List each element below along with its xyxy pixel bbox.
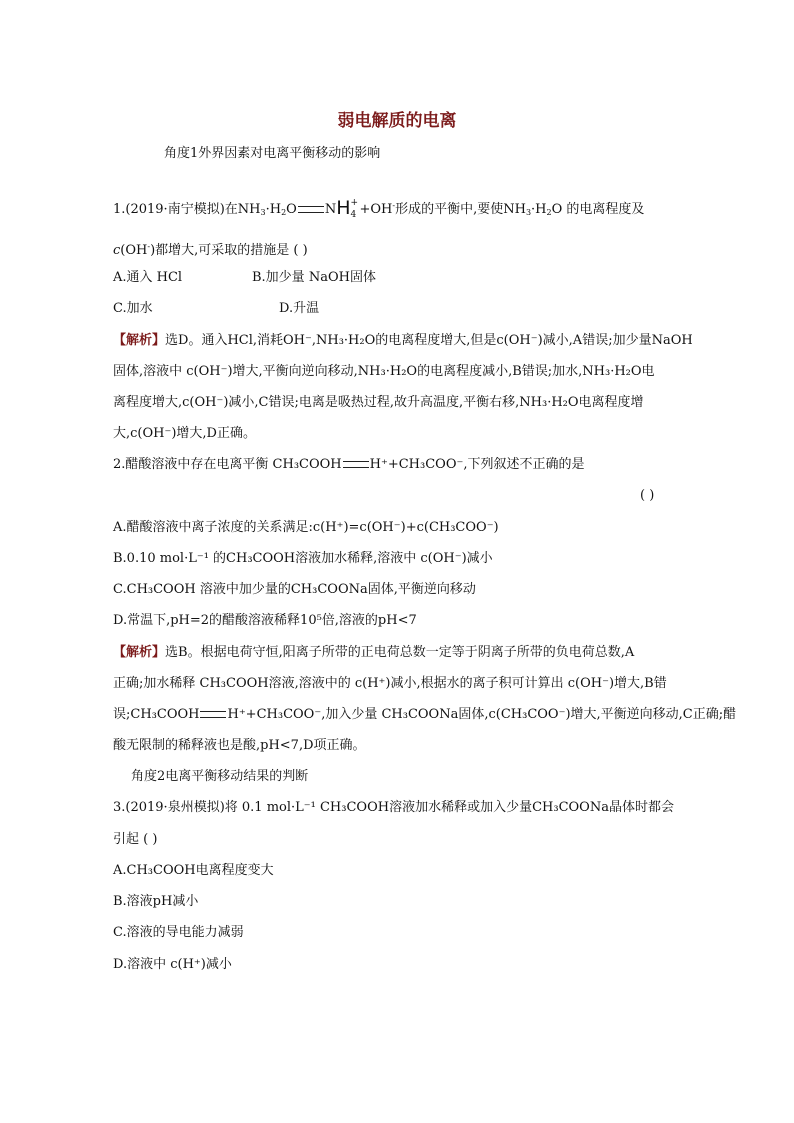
q2-answer-line1 bbox=[113, 643, 634, 663]
q1-option-a: A.通入 HCl bbox=[113, 270, 183, 285]
q1-line2-a: c bbox=[113, 243, 121, 258]
q2-option-b: B.0.10 mol·L⁻¹ 的CH₃COOH溶液加水稀释,溶液中 c(OH⁻)减小 bbox=[113, 551, 493, 566]
q2-answer-line2: 正确;加水稀释 CH₃COOH溶液,溶液中的 c(H⁺)减小,根据水的离子积可计算出 c(OH⁻)增大,B错 bbox=[113, 676, 667, 691]
q1-answer-line3: 离程度增大,c(OH⁻)减小,C错误;电离是吸热过程,故升高温度,平衡右移,NH₃·H₂O电离程度增 bbox=[113, 395, 644, 410]
ammonium-index: + 4 bbox=[350, 198, 359, 220]
sub-3: 3 bbox=[525, 208, 532, 217]
q2-option-d: D.常温下,pH=2的醋酸溶液稀释10⁵倍,溶液的pH<7 bbox=[113, 613, 417, 628]
q2-ans-l3a: 误;CH₃COOH bbox=[113, 707, 200, 722]
q1-stem bbox=[113, 196, 644, 223]
q2-stem-b: H⁺+CH₃COO⁻,下列叙述不正确的是 bbox=[369, 457, 585, 472]
answer-label: 【解析】 bbox=[113, 333, 166, 348]
equilibrium-arrow-icon bbox=[200, 711, 226, 718]
q1-ans-l1: 选D。通入HCl,消耗OH⁻,NH₃·H₂O的电离程度增大,但是c(OH⁻)减小,A错误;加少量NaOH bbox=[165, 333, 693, 348]
q3-stem-line2: 引起 ( ) bbox=[113, 832, 158, 847]
q2-ans-l3b: H⁺+CH₃COO⁻,加入少量 CH₃COONa固体,c(CH₃COO⁻)增大,平衡逆向移动,C正确;醋 bbox=[227, 707, 737, 722]
section-heading-2: 角度2电离平衡移动结果的判断 bbox=[131, 769, 309, 784]
q1-stem-b: ·H bbox=[265, 202, 282, 217]
q3-option-d: D.溶液中 c(H⁺)减小 bbox=[113, 957, 232, 972]
equilibrium-arrow-icon bbox=[343, 461, 369, 468]
q1-stem-d: N bbox=[324, 202, 337, 217]
q2-option-a: A.醋酸溶液中离子浓度的关系满足:c(H⁺)=c(OH⁻)+c(CH₃COO⁻) bbox=[113, 520, 499, 535]
q1-stem-f: 形成的平衡中,要使NH bbox=[395, 202, 526, 217]
q1-stem-g: ·H bbox=[531, 202, 547, 217]
q2-answer-line3 bbox=[113, 705, 736, 725]
q1-stem-e: +OH bbox=[359, 202, 393, 217]
q1-option-b: B.加少量 NaOH固体 bbox=[252, 270, 376, 285]
h-symbol: H bbox=[336, 197, 351, 219]
page-title: 弱电解质的电离 bbox=[337, 111, 457, 131]
sub-2: 2 bbox=[546, 208, 552, 217]
q2-stem bbox=[113, 455, 584, 475]
q1-stem-c: O bbox=[286, 202, 297, 217]
q3-option-c: C.溶液的导电能力减弱 bbox=[113, 925, 244, 940]
q2-answer-paren: ( ) bbox=[640, 488, 655, 503]
q1-line2-c: )都增大,可采取的措施是 ( ) bbox=[150, 243, 308, 258]
q1-stem-a: 1.(2019·南宁模拟)在NH bbox=[113, 202, 261, 217]
q3-option-a: A.CH₃COOH电离程度变大 bbox=[113, 863, 274, 878]
sup-minus: - bbox=[147, 242, 151, 251]
section-heading-1: 角度1外界因素对电离平衡移动的影响 bbox=[164, 146, 381, 161]
q1-answer-line4: 大,c(OH⁻)增大,D正确。 bbox=[113, 426, 256, 441]
sup-minus: - bbox=[392, 201, 396, 210]
q1-option-d: D.升温 bbox=[279, 301, 320, 316]
q3-option-b: B.溶液pH减小 bbox=[113, 894, 199, 909]
q2-answer-line4: 酸无限制的稀释液也是酸,pH<7,D项正确。 bbox=[113, 738, 366, 753]
q1-option-c: C.加水 bbox=[113, 301, 153, 316]
q1-stem-line2 bbox=[113, 237, 308, 261]
q1-line2-b: (OH bbox=[120, 243, 148, 258]
q1-answer-line2: 固体,溶液中 c(OH⁻)增大,平衡向逆向移动,NH₃·H₂O的电离程度减小,B错误;加水,NH₃·H₂O电 bbox=[113, 364, 655, 379]
sub-3: 3 bbox=[260, 208, 266, 217]
q2-stem-a: 2.醋酸溶液中存在电离平衡 CH₃COOH bbox=[113, 457, 342, 472]
q2-option-c: C.CH₃COOH 溶液中加少量的CH₃COONa固体,平衡逆向移动 bbox=[113, 582, 476, 597]
q1-answer-line1 bbox=[113, 331, 693, 351]
equilibrium-arrow-icon bbox=[298, 206, 324, 213]
sub-2: 2 bbox=[281, 208, 287, 217]
q1-stem-h: O 的电离程度及 bbox=[551, 202, 645, 217]
q3-stem-line1: 3.(2019·泉州模拟)将 0.1 mol·L⁻¹ CH₃COOH溶液加水稀释或加入少量CH₃COONa晶体时都会 bbox=[113, 800, 674, 815]
q2-ans-l1: 选B。根据电荷守恒,阳离子所带的正电荷总数一定等于阴离子所带的负电荷总数,A bbox=[165, 645, 635, 660]
answer-label: 【解析】 bbox=[113, 645, 166, 660]
